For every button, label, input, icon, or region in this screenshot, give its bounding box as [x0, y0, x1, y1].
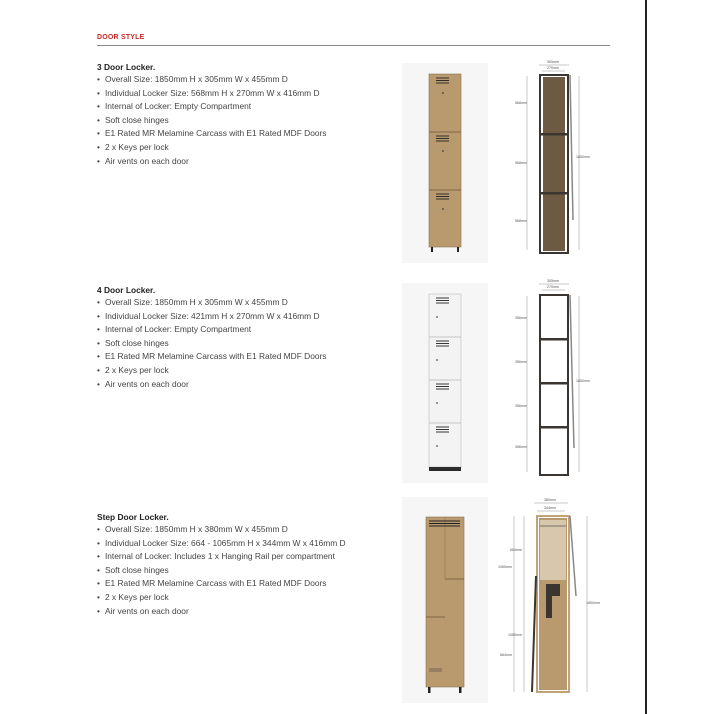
dim-lower-compartment: 1065mm [498, 565, 512, 569]
locker-step-door-photo [402, 497, 488, 703]
spec-item: • 2 x Keys per lock [97, 141, 407, 155]
spec-item: • Air vents on each door [97, 155, 407, 169]
product-title: 3 Door Locker. [97, 62, 156, 72]
spec-item: • Soft close hinges [97, 564, 407, 578]
dim-upper-compartment: 664mm [510, 548, 522, 552]
spec-item: • Internal of Locker: Empty Compartment [97, 323, 407, 337]
page-right-border [645, 0, 647, 714]
spec-item: • 2 x Keys per lock [97, 364, 407, 378]
spec-item: • Air vents on each door [97, 378, 407, 392]
dim-overall-height: 1850mm [586, 601, 600, 605]
product-3-door-locker [97, 62, 407, 168]
spec-item: • 2 x Keys per lock [97, 591, 407, 605]
dim-inner-width: 270mm [547, 285, 559, 289]
section-divider [97, 45, 610, 46]
spec-item: • E1 Rated MR Melamine Carcass with E1 Rated MDF Doors [97, 350, 407, 364]
dim-outer-width: 305mm [547, 279, 559, 283]
dim-overall-height: 1850mm [576, 155, 590, 159]
dim-compartment: 356mm [515, 445, 527, 449]
dim-compartment: 568mm [515, 101, 527, 105]
section-title: DOOR STYLE [97, 34, 145, 41]
locker-4-door-photo [402, 283, 488, 483]
dim-outer-width: 380mm [544, 498, 556, 502]
spec-list [97, 523, 407, 618]
spec-item: • Soft close hinges [97, 337, 407, 351]
spec-list [97, 296, 407, 391]
spec-list [97, 73, 407, 168]
dim-compartment: 356mm [515, 316, 527, 320]
spec-item: • Internal of Locker: Includes 1 x Hanging Rail per compartment [97, 550, 407, 564]
spec-item: • Individual Locker Size: 568mm H x 270mm W x 416mm D [97, 87, 407, 101]
product-title: Step Door Locker. [97, 512, 169, 522]
locker-step-door-drawing [492, 496, 602, 704]
locker-4-door-drawing [507, 278, 590, 483]
product-4-door-locker [97, 285, 407, 391]
spec-item: • Soft close hinges [97, 114, 407, 128]
dim-compartment: 356mm [515, 404, 527, 408]
spec-item: • Overall Size: 1850mm H x 380mm W x 455mm D [97, 523, 407, 537]
dim-outer-width: 305mm [547, 60, 559, 64]
dim-overall-height: 1850mm [576, 379, 590, 383]
spec-item: • E1 Rated MR Melamine Carcass with E1 Rated MDF Doors [97, 127, 407, 141]
dim-upper-compartment: 664mm [500, 653, 512, 657]
spec-item: • Individual Locker Size: 664 - 1065mm H x 344mm W x 416mm D [97, 537, 407, 551]
dim-lower-compartment: 1065mm [508, 633, 522, 637]
dim-inner-width: 270mm [547, 66, 559, 70]
locker-3-door-drawing [507, 60, 590, 260]
spec-item: • Internal of Locker: Empty Compartment [97, 100, 407, 114]
product-title: 4 Door Locker. [97, 285, 156, 295]
locker-3-door-photo [402, 63, 488, 263]
dim-compartment: 568mm [515, 161, 527, 165]
product-step-door-locker [97, 512, 407, 618]
dim-compartment: 568mm [515, 219, 527, 223]
dim-compartment: 356mm [515, 360, 527, 364]
spec-item: • E1 Rated MR Melamine Carcass with E1 Rated MDF Doors [97, 577, 407, 591]
spec-item: • Overall Size: 1850mm H x 305mm W x 455mm D [97, 296, 407, 310]
dim-inner-width: 344mm [544, 506, 556, 510]
spec-item: • Overall Size: 1850mm H x 305mm W x 455mm D [97, 73, 407, 87]
spec-item: • Air vents on each door [97, 605, 407, 619]
spec-item: • Individual Locker Size: 421mm H x 270mm W x 416mm D [97, 310, 407, 324]
